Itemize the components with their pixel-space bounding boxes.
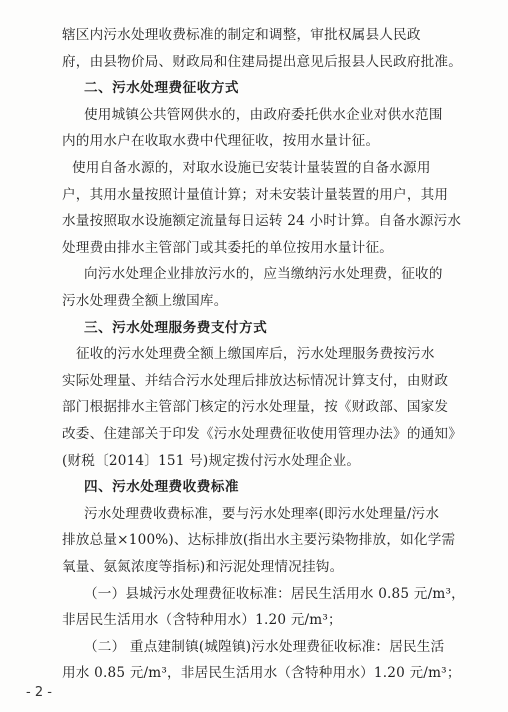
section-heading: 四、污水处理费收费标准 [84, 479, 240, 495]
page-number: - 2 - [26, 685, 52, 700]
paragraph-line: 部门根据排水主管部门核定的污水处理量，按《财政部、国家发 [62, 399, 449, 415]
section-heading: 二、污水处理费征收方式 [84, 80, 240, 96]
paragraph-line: 水量按照取水设施额定流量每日运转 24 小时计算。自备水源污水 [62, 213, 462, 229]
paragraph-line: 使用城镇公共管网供水的，由政府委托供水企业对供水范围 [84, 107, 443, 123]
paragraph-line: (财税〔2014〕151 号)规定拨付污水处理企业。 [62, 453, 361, 469]
paragraph-line: 用水 0.85 元/m³，非居民生活用水（含特种用水）1.20 元/m³； [62, 665, 461, 681]
paragraph-line: 氧量、氨氮浓度等指标)和污泥处理情况挂钩。 [62, 559, 344, 575]
paragraph-line: （一）县城污水处理费征收标准：居民生活用水 0.85 元/m³， [84, 586, 465, 602]
paragraph-line: 征收的污水处理费全额上缴国库后，污水处理服务费按污水 [76, 346, 435, 362]
paragraph-line: 内的用水户在收取水费中代理征收，按用水量计征。 [62, 133, 380, 149]
paragraph-line: 府，由县物价局、财政局和住建局提出意见后报县人民政府批准。 [62, 54, 463, 70]
paragraph-line: （二） 重点建制镇(城隍镇)污水处理费征收标准：居民生活 [84, 639, 445, 655]
section-heading: 三、污水处理服务费支付方式 [84, 320, 268, 336]
paragraph-line: 户，其用水量按照计量值计算；对未安装计量装置的用户，其用 [62, 187, 449, 203]
paragraph-line: 实际处理量、并结合污水处理后排放达标情况计算支付，由财政 [62, 373, 449, 389]
paragraph-line: 辖区内污水处理收费标准的制定和调整，审批权属县人民政 [62, 27, 421, 43]
paragraph-line: 排放总量×100%)、达标排放(指出水主要污染物排放，如化学需 [62, 532, 456, 548]
paragraph-line: 处理费由排水主管部门或其委托的单位按用水量计征。 [62, 240, 394, 256]
paragraph-line: 非居民生活用水（含特种用水）1.20 元/m³； [62, 612, 342, 628]
paragraph-line: 污水处理费收费标准，要与污水处理率(即污水处理量/污水 [84, 506, 440, 522]
paragraph-line: 污水处理费全额上缴国库。 [62, 293, 228, 309]
paragraph-line: 向污水处理企业排放污水的，应当缴纳污水处理费，征收的 [84, 266, 443, 282]
paragraph-line: 改委、住建部关于印发《污水处理费征收使用管理办法》的通知》 [62, 426, 463, 442]
paragraph-line: 使用自备水源的，对取水设施已安装计量装置的自备水源用 [72, 160, 431, 176]
